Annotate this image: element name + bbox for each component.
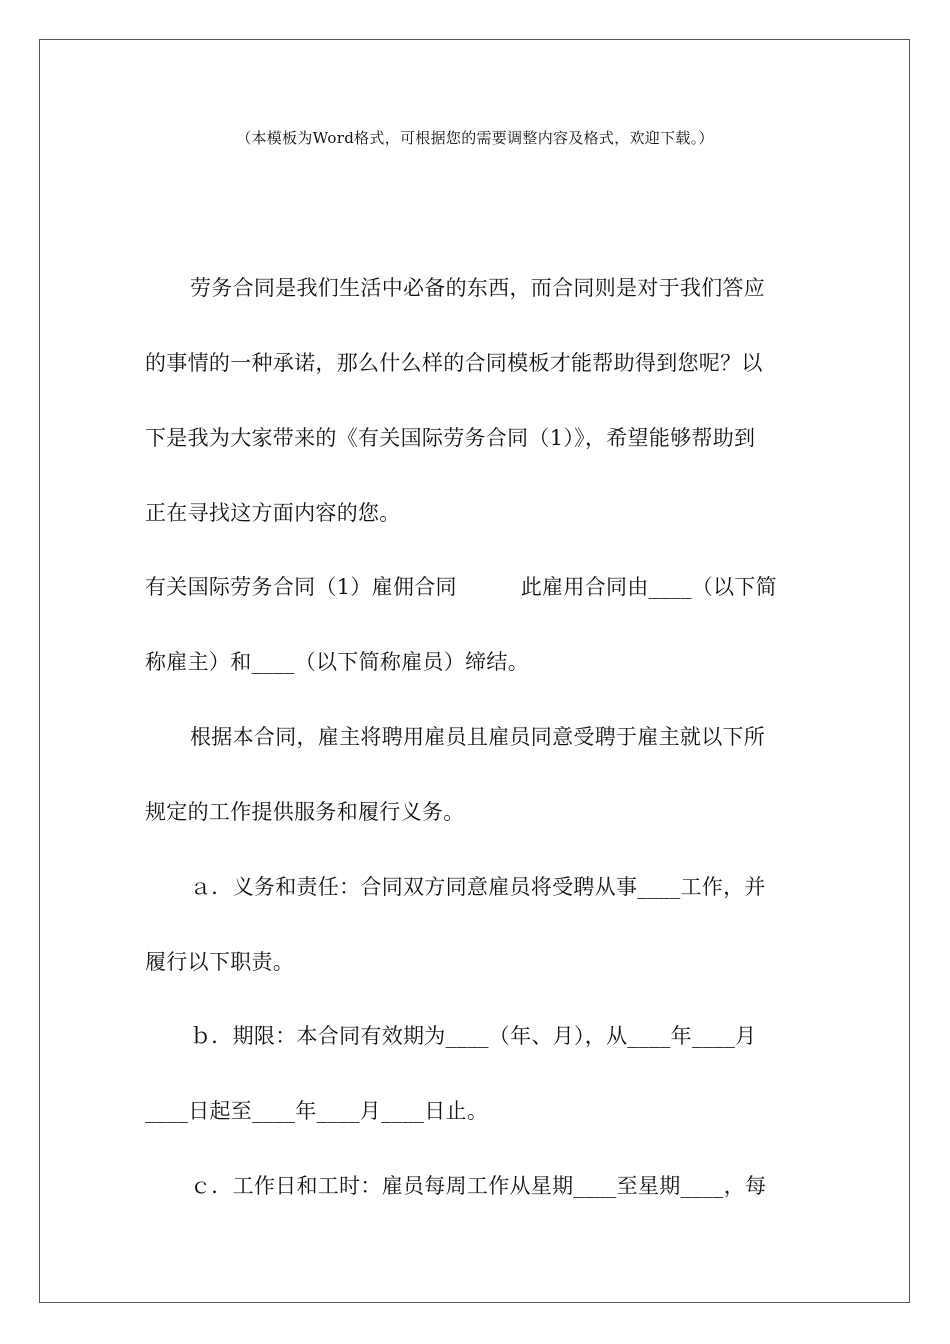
paragraph-line: 正在寻找这方面内容的您。 bbox=[145, 501, 401, 525]
paragraph-line: 下是我为大家带来的《有关国际劳务合同（1）》，希望能够帮助到 bbox=[145, 426, 756, 450]
template-header-note: （本模板为Word格式，可根据您的需要调整内容及格式，欢迎下载。） bbox=[236, 129, 714, 147]
paragraph-line: 有关国际劳务合同（1）雇佣合同 此雇用合同由____（以下简 bbox=[145, 575, 777, 599]
paragraph-line: ｃ．工作日和工时：雇员每周工作从星期____至星期____，每 bbox=[190, 1174, 767, 1198]
paragraph-line: 履行以下职责。 bbox=[145, 950, 295, 974]
paragraph-line: 劳务合同是我们生活中必备的东西，而合同则是对于我们答应 bbox=[190, 276, 766, 300]
paragraph-line: ____日起至____年____月____日止。 bbox=[145, 1099, 489, 1123]
paragraph-line: 根据本合同，雇主将聘用雇员且雇员同意受聘于雇主就以下所 bbox=[190, 725, 766, 749]
paragraph-line: ｂ．期限：本合同有效期为____（年、月），从____年____月 bbox=[190, 1024, 757, 1048]
paragraph-line: 称雇主）和____（以下简称雇员）缔结。 bbox=[145, 650, 529, 674]
paragraph-line: 规定的工作提供服务和履行义务。 bbox=[145, 800, 465, 824]
paragraph-line: 的事情的一种承诺，那么什么样的合同模板才能帮助得到您呢？以 bbox=[145, 351, 763, 375]
paragraph-line: ａ．义务和责任：合同双方同意雇员将受聘从事____工作，并 bbox=[190, 875, 766, 899]
